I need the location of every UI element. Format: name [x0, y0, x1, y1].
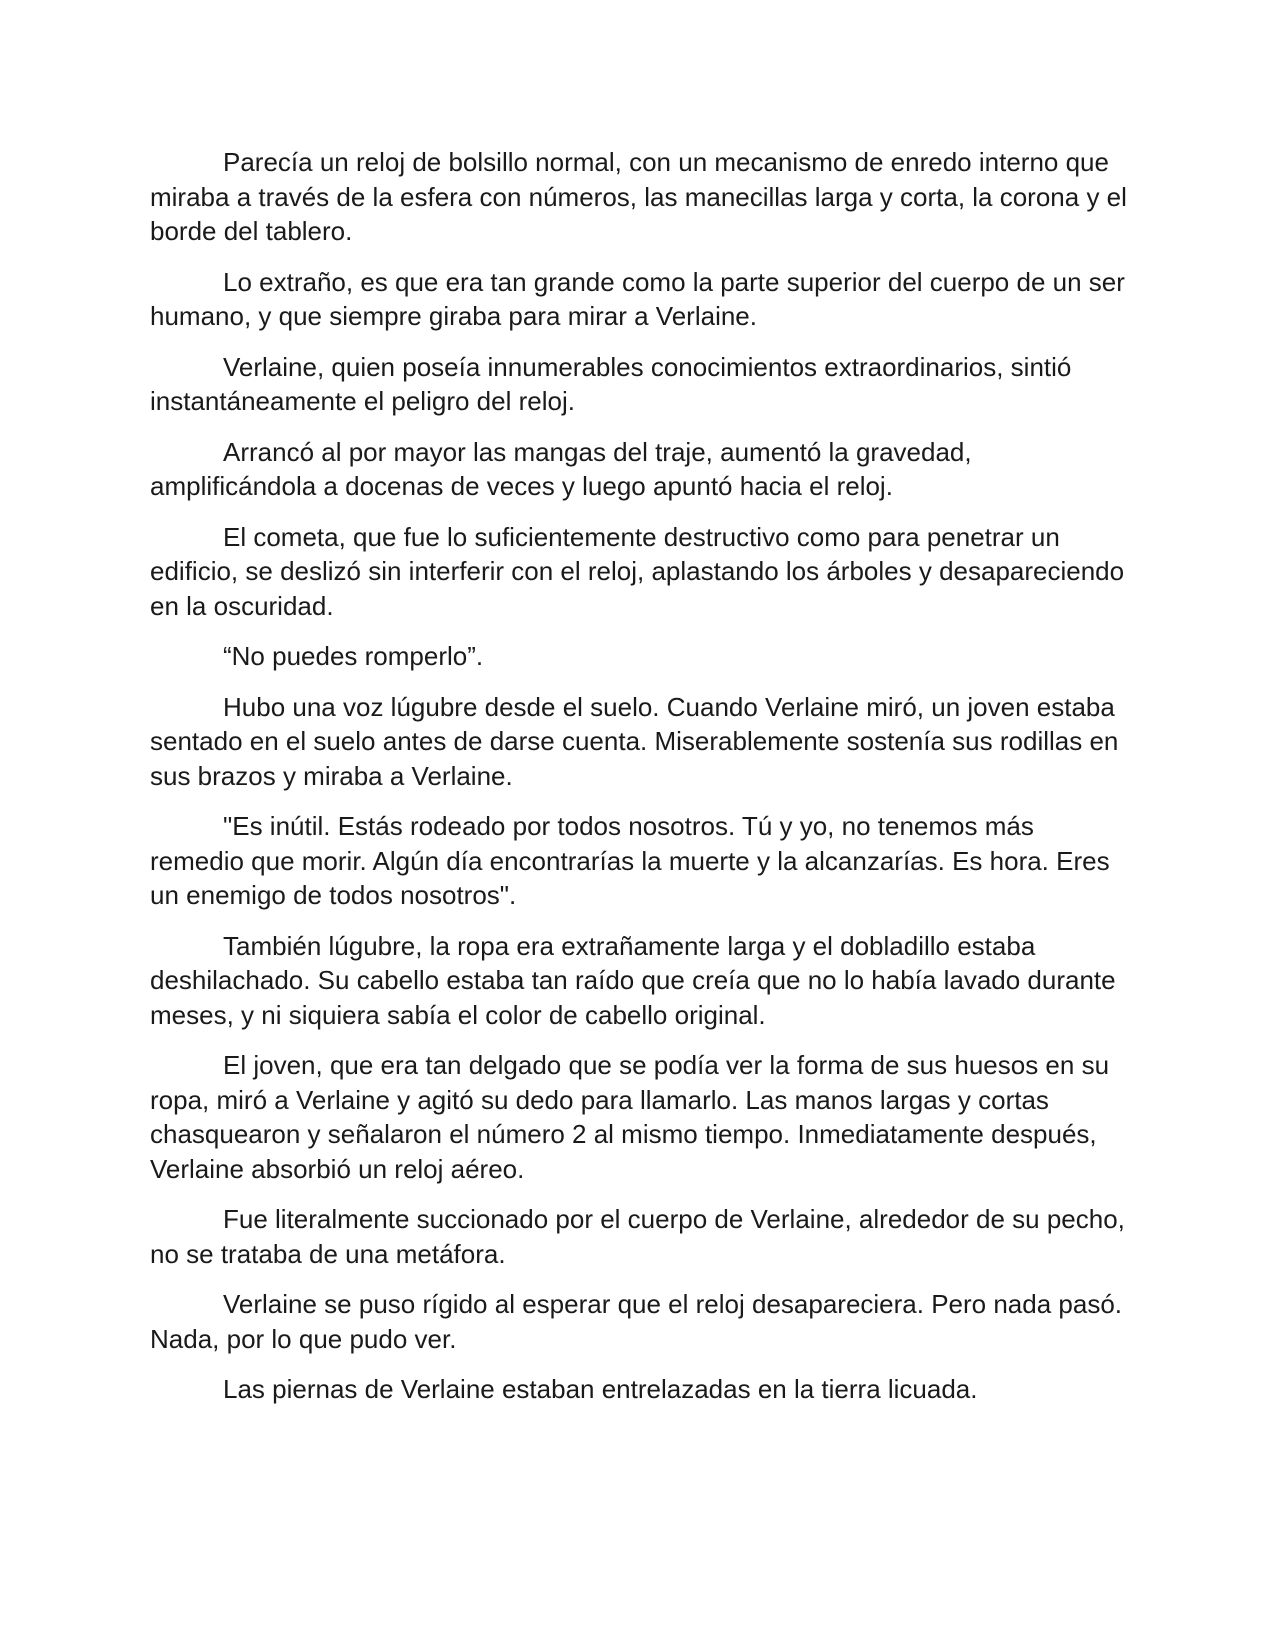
paragraph: Arrancó al por mayor las mangas del traje, aumentó la gravedad, amplificándola a docenas de veces y luego apuntó hacia el reloj.: [150, 436, 972, 501]
paragraph: También lúgubre, la ropa era extrañamente larga y el dobladillo estaba deshilachado. Su cabello estaba tan raído que creía que no lo había lavado durante meses, y ni siquiera sabía el color de cabello original.: [150, 930, 1116, 1030]
paragraph: Verlaine se puso rígido al esperar que el reloj desapareciera. Pero nada pasó. Nada, por lo que pudo ver.: [150, 1289, 1123, 1354]
paragraph: Parecía un reloj de bolsillo normal, con un mecanismo de enredo interno que miraba a través de la esfera con números, las manecillas larga y corta, la corona y el borde del tablero.: [150, 147, 1127, 246]
paragraph: “No puedes romperlo”.: [223, 641, 484, 671]
paragraph: Lo extraño, es que era tan grande como la parte superior del cuerpo de un ser humano, y que siempre giraba para mirar a Verlaine.: [150, 266, 1125, 331]
paragraph: "Es inútil. Estás rodeado por todos nosotros. Tú y yo, no tenemos más remedio que morir. Algún día encontrarías la muerte y la alcanzarías. Es hora. Eres un enemigo de todos nosotros".: [150, 811, 1110, 910]
paragraph: Verlaine, quien poseía innumerables conocimientos extraordinarios, sintió instantáneamente el peligro del reloj.: [150, 351, 1072, 416]
paragraph: El joven, que era tan delgado que se podía ver la forma de sus huesos en su ropa, miró a Verlaine y agitó su dedo para llamarlo. Las manos largas y cortas chasquearon y señalaron el número 2 al mismo tiempo. Inmediatamente después, Verlaine absorbió un reloj aéreo.: [150, 1050, 1110, 1184]
paragraph: Las piernas de Verlaine estaban entrelazadas en la tierra licuada.: [223, 1374, 978, 1404]
body-text: [150, 145, 1130, 1423]
paragraph: El cometa, que fue lo suficientemente destructivo como para penetrar un edificio, se deslizó sin interferir con el reloj, aplastando los árboles y desapareciendo en la oscuridad.: [150, 521, 1125, 621]
paragraph: Hubo una voz lúgubre desde el suelo. Cuando Verlaine miró, un joven estaba sentado en el suelo antes de darse cuenta. Miserablemente sostenía sus rodillas en sus brazos y miraba a Verlaine.: [150, 691, 1119, 791]
paragraph: Fue literalmente succionado por el cuerpo de Verlaine, alrededor de su pecho, no se trataba de una metáfora.: [150, 1204, 1125, 1269]
